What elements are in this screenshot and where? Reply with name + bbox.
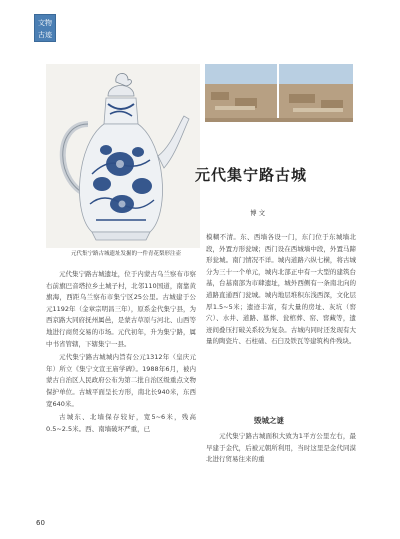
section-tag-line2: 古迹 — [38, 31, 52, 39]
paragraph: 元代集宁路古城城内旨有公元1312年（皇庆元年）所立《集宁文宣王庙学碑》。1988年6月，被内蒙古自治区人民政府公布为第二批自治区级重点文物保护单位。古城平面呈长方形，南北长940米，东西宽640米。 — [46, 353, 196, 408]
article-title: 元代集宁路古城 — [195, 166, 308, 184]
left-column — [46, 269, 196, 437]
teapot-photo — [46, 64, 200, 248]
paragraph: 古城东、北墙保存较好，宽5~6米，残高0.5~2.5米。西、南墙破坏严重，已 — [46, 413, 196, 433]
page-number: 60 — [36, 519, 45, 527]
article-author: 博 文 — [250, 209, 266, 217]
paragraph: 元代集宁路古城面积大致为1平方公里左右，最早建于金代，后被元朝所利用，当时这里是金代同漠北进行贸易往来的重 — [206, 432, 356, 464]
paragraph: 模糊不清。东、西墙各设一门，东门位于东城墙北段，外置方形瓮城；西门设在西城墙中段，外置马蹄形瓮城。南门情况不详。城内道路六纵七横，将古城分为三十一个单元，城内北部正中有一大型的建筑台基，台基南部为市肆遗址，城外西侧有一条南北向的道路直通西门瓮城。城内地层堆积东浅西深，文化层厚1.5~5米；遗迹丰富，有大量的房址、灰坑（窖穴）、水井、道路、墓葬、瓮棺葬、窑、窖藏等，遗迹间叠压打破关系较为复杂。古城内同时还发现有大量的陶瓷片、石柱础、石臼及铁瓦等建筑构件残块。 — [206, 233, 356, 346]
section-heading: 毁城之谜 — [254, 416, 284, 425]
section-tag — [34, 14, 56, 42]
right-column — [206, 232, 356, 350]
photo-caption: 元代集宁路古城遗址发掘的一件青花梨形注壶 — [70, 251, 181, 257]
section-tag-line1: 文物 — [38, 19, 52, 27]
right-column-lower — [206, 431, 356, 466]
excavation-site-photo — [205, 64, 353, 122]
paragraph: 元代集宁路古城遗址，位于内蒙古乌兰察布市察右前旗巴音塔拉乡土城子村，北邻110国道，南靠黄旗海，西距乌兰察布市集宁区25公里。古城建于公元1192年（金章宗明昌三年），原系金代集宁县，为西京路大同府抚州属邑，是蒙古草原与河北、山西等地进行商贸交易的市场。元代初年，升为集宁路，属中书省管辖，下辖集宁一县。 — [46, 270, 196, 348]
